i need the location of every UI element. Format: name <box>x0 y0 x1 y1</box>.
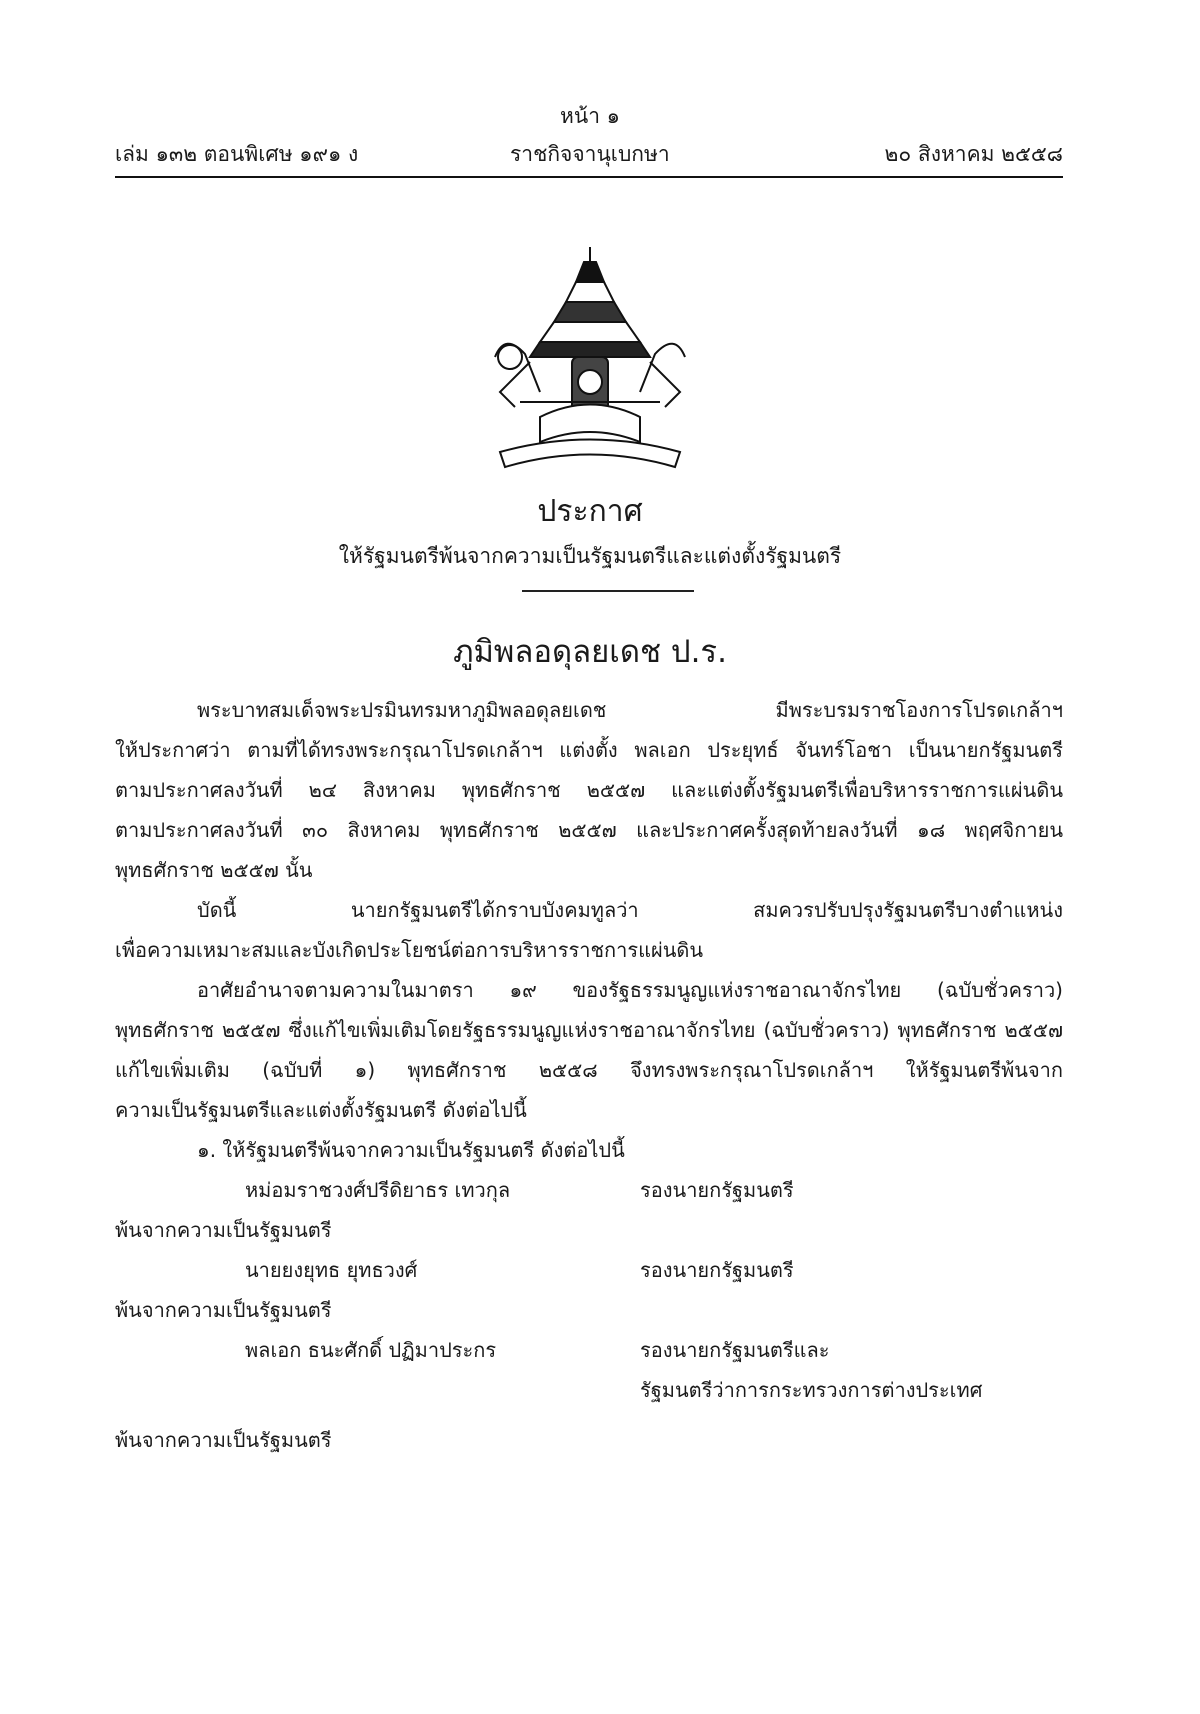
document-subtitle: ให้รัฐมนตรีพ้นจากความเป็นรัฐมนตรีและแต่งตั้งรัฐมนตรี <box>338 544 842 568</box>
gazette-header <box>115 138 1063 168</box>
minister-status: พ้นจากความเป็นรัฐมนตรี <box>115 1218 332 1242</box>
minister-name: พลเอก ธนะศักดิ์ ปฏิมาประกร <box>245 1338 497 1362</box>
publication-name: ราชกิจจานุเบกษา <box>510 142 670 166</box>
removed-minister <box>115 1170 1063 1250</box>
removed-minister <box>115 1250 1063 1330</box>
text-line: อาศัยอำนาจตามความในมาตรา ๑๙ ของรัฐธรรมนูญแห่งราชอาณาจักรไทย (ฉบับชั่วคราว) <box>197 978 1063 1002</box>
royal-signature: ภูมิพลอดุลยเดช ป.ร. <box>453 634 727 670</box>
text-line: พุทธศักราช ๒๕๕๗ ซึ่งแก้ไขเพิ่มเติมโดยรัฐธรรมนูญแห่งราชอาณาจักรไทย (ฉบับชั่วคราว) พุทธศักราช ๒๕๕๗ <box>115 1018 1063 1042</box>
minister-name: หม่อมราชวงศ์ปรีดิยาธร เทวกุล <box>245 1178 511 1202</box>
minister-status: พ้นจากความเป็นรัฐมนตรี <box>115 1428 332 1452</box>
document-title: ประกาศ <box>537 494 643 529</box>
publication-date: ๒๐ สิงหาคม ๒๕๕๘ <box>884 142 1063 166</box>
page-number: หน้า ๑ <box>560 104 620 128</box>
paragraph <box>115 970 1063 1130</box>
text-line: เพื่อความเหมาะสมและบังเกิดประโยชน์ต่อการบริหารราชการแผ่นดิน <box>115 938 704 962</box>
text-line: ตามประกาศลงวันที่ ๒๔ สิงหาคม พุทธศักราช ๒๕๕๗ และแต่งตั้งรัฐมนตรีเพื่อบริหารราชการแผ่นดิน <box>115 778 1063 802</box>
title-divider <box>522 590 694 592</box>
text-line: พุทธศักราช ๒๕๕๗ นั้น <box>115 858 313 882</box>
royal-emblem-icon <box>480 242 700 477</box>
text-line: พระบาทสมเด็จพระปรมินทรมหาภูมิพลอดุลยเดช มีพระบรมราชโองการโปรดเกล้าฯ <box>197 698 1063 722</box>
volume-issue: เล่ม ๑๓๒ ตอนพิเศษ ๑๙๑ ง <box>115 142 359 166</box>
section-heading: ๑. ให้รัฐมนตรีพ้นจากความเป็นรัฐมนตรี ดังต่อไปนี้ <box>197 1138 625 1162</box>
text-line: บัดนี้ นายกรัฐมนตรีได้กราบบังคมทูลว่า สมควรปรับปรุงรัฐมนตรีบางตำแหน่ง <box>197 898 1063 922</box>
minister-name: นายยงยุทธ ยุทธวงศ์ <box>245 1258 418 1282</box>
header-divider <box>115 176 1063 178</box>
minister-position: รองนายกรัฐมนตรี <box>640 1178 794 1202</box>
paragraph <box>115 890 1063 970</box>
removed-minister <box>115 1330 1063 1460</box>
minister-position: รัฐมนตรีว่าการกระทรวงการต่างประเทศ <box>640 1378 983 1402</box>
text-line: แก้ไขเพิ่มเติม (ฉบับที่ ๑) พุทธศักราช ๒๕๕๘ จึงทรงพระกรุณาโปรดเกล้าฯ ให้รัฐมนตรีพ้นจาก <box>115 1058 1063 1082</box>
minister-status: พ้นจากความเป็นรัฐมนตรี <box>115 1298 332 1322</box>
text-line: ความเป็นรัฐมนตรีและแต่งตั้งรัฐมนตรี ดังต่อไปนี้ <box>115 1098 527 1122</box>
minister-position: รองนายกรัฐมนตรีและ <box>640 1338 830 1362</box>
document-body <box>115 690 1063 1460</box>
text-line: ตามประกาศลงวันที่ ๓๐ สิงหาคม พุทธศักราช ๒๕๕๗ และประกาศครั้งสุดท้ายลงวันที่ ๑๘ พฤศจิกายน <box>115 818 1063 842</box>
minister-position: รองนายกรัฐมนตรี <box>640 1258 794 1282</box>
text-line: ให้ประกาศว่า ตามที่ได้ทรงพระกรุณาโปรดเกล้าฯ แต่งตั้ง พลเอก ประยุทธ์ จันทร์โอชา เป็นนายกรัฐมนตรี <box>115 738 1063 762</box>
paragraph <box>115 690 1063 890</box>
